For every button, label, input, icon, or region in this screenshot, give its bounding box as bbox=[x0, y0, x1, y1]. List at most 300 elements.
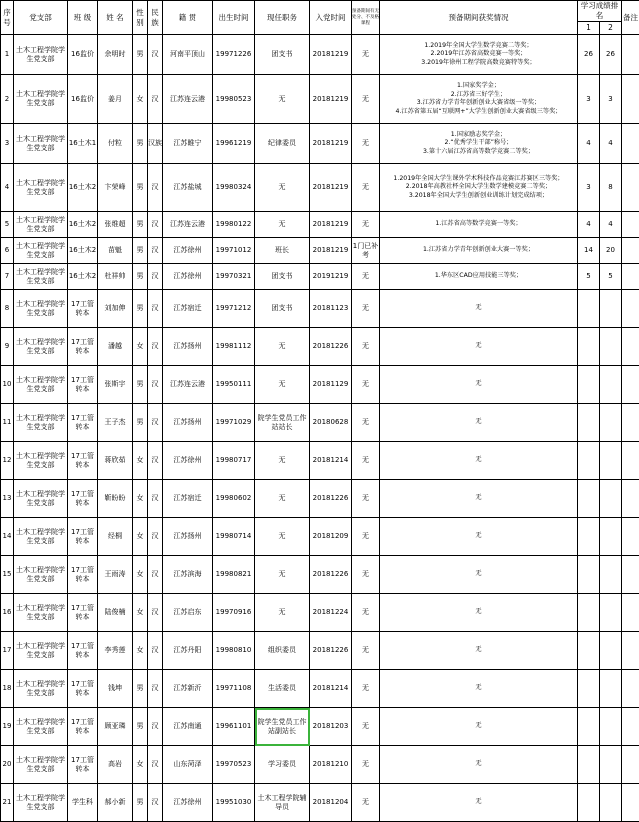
cell-join[interactable]: 20181209 bbox=[310, 518, 352, 556]
cell-branch[interactable]: 土木工程学院学生党支部 bbox=[14, 632, 68, 670]
cell-gender[interactable]: 男 bbox=[133, 164, 148, 212]
cell-origin[interactable]: 江苏滨海 bbox=[163, 556, 213, 594]
cell-rank-1[interactable]: 4 bbox=[578, 212, 600, 238]
cell-awards[interactable] bbox=[380, 442, 578, 480]
cell-class[interactable]: 17工管转本 bbox=[68, 670, 98, 708]
cell-seq[interactable]: 5 bbox=[1, 212, 14, 238]
cell-branch[interactable]: 土木工程学院学生党支部 bbox=[14, 366, 68, 404]
cell-position[interactable]: 无 bbox=[255, 75, 310, 124]
cell-note[interactable] bbox=[622, 75, 639, 124]
cell-rank-1[interactable]: 5 bbox=[578, 264, 600, 290]
cell-join[interactable]: 20181226 bbox=[310, 480, 352, 518]
cell-name[interactable]: 卞荣峰 bbox=[98, 164, 133, 212]
cell-gender[interactable]: 男 bbox=[133, 784, 148, 822]
cell-join[interactable]: 20181214 bbox=[310, 442, 352, 480]
cell-class[interactable]: 16监价 bbox=[68, 75, 98, 124]
cell-rank-2[interactable] bbox=[600, 328, 622, 366]
cell-rank-2[interactable]: 20 bbox=[600, 238, 622, 264]
cell-position[interactable]: 无 bbox=[255, 164, 310, 212]
cell-birth[interactable]: 19980523 bbox=[213, 75, 255, 124]
cell-disciplinary[interactable]: 无 bbox=[352, 75, 380, 124]
cell-rank-1[interactable] bbox=[578, 366, 600, 404]
cell-rank-2[interactable] bbox=[600, 442, 622, 480]
cell-gender[interactable]: 女 bbox=[133, 632, 148, 670]
cell-note[interactable] bbox=[622, 518, 639, 556]
cell-rank-2[interactable]: 3 bbox=[600, 75, 622, 124]
cell-birth[interactable]: 19950111 bbox=[213, 366, 255, 404]
cell-origin[interactable]: 江苏丹阳 bbox=[163, 632, 213, 670]
cell-seq[interactable]: 7 bbox=[1, 264, 14, 290]
cell-join[interactable]: 20181226 bbox=[310, 556, 352, 594]
cell-ethnic[interactable]: 汉 bbox=[148, 290, 163, 328]
cell-note[interactable] bbox=[622, 746, 639, 784]
cell-name[interactable]: 潘越 bbox=[98, 328, 133, 366]
cell-birth[interactable]: 19951030 bbox=[213, 784, 255, 822]
cell-class[interactable]: 17工管转本 bbox=[68, 366, 98, 404]
cell-ethnic[interactable]: 汉 bbox=[148, 746, 163, 784]
cell-note[interactable] bbox=[622, 238, 639, 264]
cell-note[interactable] bbox=[622, 212, 639, 238]
cell-ethnic[interactable]: 汉 bbox=[148, 264, 163, 290]
cell-branch[interactable]: 土木工程学院学生党支部 bbox=[14, 328, 68, 366]
cell-origin[interactable]: 江苏连云港 bbox=[163, 75, 213, 124]
cell-class[interactable]: 17工管转本 bbox=[68, 518, 98, 556]
cell-disciplinary[interactable]: 无 bbox=[352, 442, 380, 480]
cell-origin[interactable]: 江苏扬州 bbox=[163, 328, 213, 366]
cell-name[interactable]: 李秀莲 bbox=[98, 632, 133, 670]
cell-class[interactable]: 学生科 bbox=[68, 784, 98, 822]
cell-seq[interactable]: 15 bbox=[1, 556, 14, 594]
cell-join[interactable]: 20181129 bbox=[310, 366, 352, 404]
cell-branch[interactable]: 土木工程学院学生党支部 bbox=[14, 784, 68, 822]
cell-ethnic[interactable]: 汉 bbox=[148, 328, 163, 366]
cell-disciplinary[interactable]: 无 bbox=[352, 746, 380, 784]
cell-seq[interactable]: 3 bbox=[1, 124, 14, 164]
cell-position[interactable]: 院学生党员工作站副站长 bbox=[255, 708, 310, 746]
cell-name[interactable]: 陆俊楠 bbox=[98, 594, 133, 632]
cell-ethnic[interactable]: 汉 bbox=[148, 366, 163, 404]
cell-position[interactable]: 无 bbox=[255, 480, 310, 518]
cell-gender[interactable]: 女 bbox=[133, 75, 148, 124]
cell-disciplinary[interactable]: 无 bbox=[352, 212, 380, 238]
cell-gender[interactable]: 女 bbox=[133, 442, 148, 480]
cell-disciplinary[interactable]: 无 bbox=[352, 594, 380, 632]
cell-disciplinary[interactable]: 无 bbox=[352, 784, 380, 822]
cell-birth[interactable]: 19971212 bbox=[213, 290, 255, 328]
cell-name[interactable]: 顾亚璘 bbox=[98, 708, 133, 746]
cell-join[interactable]: 20181224 bbox=[310, 594, 352, 632]
cell-ethnic[interactable]: 汉 bbox=[148, 75, 163, 124]
cell-rank-2[interactable]: 8 bbox=[600, 164, 622, 212]
cell-rank-2[interactable] bbox=[600, 290, 622, 328]
cell-note[interactable] bbox=[622, 784, 639, 822]
cell-rank-1[interactable] bbox=[578, 556, 600, 594]
cell-birth[interactable]: 19970523 bbox=[213, 746, 255, 784]
cell-branch[interactable]: 土木工程学院学生党支部 bbox=[14, 442, 68, 480]
cell-disciplinary[interactable]: 无 bbox=[352, 264, 380, 290]
cell-awards[interactable] bbox=[380, 290, 578, 328]
cell-rank-2[interactable] bbox=[600, 708, 622, 746]
cell-seq[interactable]: 20 bbox=[1, 746, 14, 784]
cell-seq[interactable]: 16 bbox=[1, 594, 14, 632]
cell-ethnic[interactable]: 汉 bbox=[148, 404, 163, 442]
cell-position[interactable]: 团支书 bbox=[255, 290, 310, 328]
cell-origin[interactable]: 山东菏泽 bbox=[163, 746, 213, 784]
cell-awards[interactable] bbox=[380, 124, 578, 164]
cell-birth[interactable]: 19980122 bbox=[213, 212, 255, 238]
cell-ethnic[interactable]: 汉族 bbox=[148, 124, 163, 164]
cell-class[interactable]: 16土木2 bbox=[68, 212, 98, 238]
cell-branch[interactable]: 土木工程学院学生党支部 bbox=[14, 746, 68, 784]
cell-birth[interactable]: 19981112 bbox=[213, 328, 255, 366]
cell-rank-2[interactable] bbox=[600, 518, 622, 556]
cell-branch[interactable]: 土木工程学院学生党支部 bbox=[14, 124, 68, 164]
cell-disciplinary[interactable]: 无 bbox=[352, 670, 380, 708]
cell-birth[interactable]: 19980714 bbox=[213, 518, 255, 556]
cell-disciplinary[interactable]: 无 bbox=[352, 708, 380, 746]
cell-birth[interactable]: 19980324 bbox=[213, 164, 255, 212]
cell-class[interactable]: 16监价 bbox=[68, 35, 98, 75]
cell-birth[interactable]: 19971012 bbox=[213, 238, 255, 264]
cell-gender[interactable]: 女 bbox=[133, 556, 148, 594]
cell-join[interactable]: 20181214 bbox=[310, 670, 352, 708]
cell-rank-1[interactable] bbox=[578, 746, 600, 784]
cell-rank-1[interactable] bbox=[578, 708, 600, 746]
cell-seq[interactable]: 1 bbox=[1, 35, 14, 75]
cell-disciplinary[interactable]: 无 bbox=[352, 480, 380, 518]
cell-name[interactable]: 靳盼盼 bbox=[98, 480, 133, 518]
cell-name[interactable]: 张斯宇 bbox=[98, 366, 133, 404]
cell-join[interactable]: 20181219 bbox=[310, 212, 352, 238]
cell-note[interactable] bbox=[622, 124, 639, 164]
cell-disciplinary[interactable]: 无 bbox=[352, 328, 380, 366]
cell-note[interactable] bbox=[622, 164, 639, 212]
cell-rank-2[interactable] bbox=[600, 784, 622, 822]
cell-rank-2[interactable] bbox=[600, 594, 622, 632]
cell-awards[interactable] bbox=[380, 75, 578, 124]
cell-class[interactable]: 17工管转本 bbox=[68, 480, 98, 518]
cell-disciplinary[interactable]: 无 bbox=[352, 290, 380, 328]
cell-name[interactable]: 郝小新 bbox=[98, 784, 133, 822]
cell-position[interactable]: 纪律委员 bbox=[255, 124, 310, 164]
cell-gender[interactable]: 男 bbox=[133, 708, 148, 746]
cell-origin[interactable]: 江苏宿迁 bbox=[163, 290, 213, 328]
cell-birth[interactable]: 19980602 bbox=[213, 480, 255, 518]
cell-seq[interactable]: 8 bbox=[1, 290, 14, 328]
cell-awards[interactable] bbox=[380, 366, 578, 404]
cell-rank-1[interactable] bbox=[578, 328, 600, 366]
cell-join[interactable]: 20191219 bbox=[310, 264, 352, 290]
cell-branch[interactable]: 土木工程学院学生党支部 bbox=[14, 594, 68, 632]
cell-name[interactable]: 高岩 bbox=[98, 746, 133, 784]
cell-ethnic[interactable]: 汉 bbox=[148, 212, 163, 238]
cell-note[interactable] bbox=[622, 404, 639, 442]
cell-name[interactable]: 刘加伸 bbox=[98, 290, 133, 328]
cell-disciplinary[interactable]: 无 bbox=[352, 164, 380, 212]
cell-rank-1[interactable]: 4 bbox=[578, 124, 600, 164]
cell-position[interactable]: 无 bbox=[255, 594, 310, 632]
cell-rank-2[interactable]: 5 bbox=[600, 264, 622, 290]
cell-awards[interactable] bbox=[380, 328, 578, 366]
cell-position[interactable]: 团支书 bbox=[255, 264, 310, 290]
cell-disciplinary[interactable]: 无 bbox=[352, 632, 380, 670]
cell-rank-2[interactable] bbox=[600, 480, 622, 518]
cell-ethnic[interactable]: 汉 bbox=[148, 480, 163, 518]
cell-rank-1[interactable] bbox=[578, 670, 600, 708]
cell-name[interactable]: 余明时 bbox=[98, 35, 133, 75]
cell-branch[interactable]: 土木工程学院学生党支部 bbox=[14, 518, 68, 556]
cell-class[interactable]: 17工管转本 bbox=[68, 442, 98, 480]
cell-branch[interactable]: 土木工程学院学生党支部 bbox=[14, 238, 68, 264]
cell-branch[interactable]: 土木工程学院学生党支部 bbox=[14, 212, 68, 238]
cell-origin[interactable]: 江苏睢宁 bbox=[163, 124, 213, 164]
cell-rank-1[interactable] bbox=[578, 594, 600, 632]
cell-birth[interactable]: 19980810 bbox=[213, 632, 255, 670]
cell-birth[interactable]: 19961219 bbox=[213, 124, 255, 164]
cell-gender[interactable]: 男 bbox=[133, 124, 148, 164]
cell-origin[interactable]: 江苏启东 bbox=[163, 594, 213, 632]
cell-branch[interactable]: 土木工程学院学生党支部 bbox=[14, 164, 68, 212]
cell-seq[interactable]: 13 bbox=[1, 480, 14, 518]
cell-awards[interactable] bbox=[380, 35, 578, 75]
cell-origin[interactable]: 江苏盐城 bbox=[163, 164, 213, 212]
cell-seq[interactable]: 9 bbox=[1, 328, 14, 366]
cell-note[interactable] bbox=[622, 594, 639, 632]
cell-rank-2[interactable]: 4 bbox=[600, 124, 622, 164]
cell-position[interactable]: 土木工程学院辅导员 bbox=[255, 784, 310, 822]
cell-class[interactable]: 17工管转本 bbox=[68, 746, 98, 784]
cell-origin[interactable]: 江苏连云港 bbox=[163, 212, 213, 238]
cell-class[interactable]: 16土木2 bbox=[68, 164, 98, 212]
cell-awards[interactable] bbox=[380, 264, 578, 290]
cell-disciplinary[interactable]: 无 bbox=[352, 556, 380, 594]
cell-awards[interactable] bbox=[380, 518, 578, 556]
cell-ethnic[interactable]: 汉 bbox=[148, 238, 163, 264]
cell-branch[interactable]: 土木工程学院学生党支部 bbox=[14, 264, 68, 290]
cell-awards[interactable] bbox=[380, 594, 578, 632]
cell-class[interactable]: 17工管转本 bbox=[68, 556, 98, 594]
cell-awards[interactable] bbox=[380, 212, 578, 238]
cell-name[interactable]: 王子杰 bbox=[98, 404, 133, 442]
cell-birth[interactable]: 19980821 bbox=[213, 556, 255, 594]
cell-name[interactable]: 付粒 bbox=[98, 124, 133, 164]
cell-gender[interactable]: 女 bbox=[133, 594, 148, 632]
cell-origin[interactable]: 江苏新沂 bbox=[163, 670, 213, 708]
cell-rank-1[interactable]: 14 bbox=[578, 238, 600, 264]
cell-rank-2[interactable]: 26 bbox=[600, 35, 622, 75]
cell-note[interactable] bbox=[622, 442, 639, 480]
cell-awards[interactable] bbox=[380, 404, 578, 442]
cell-position[interactable]: 学习委员 bbox=[255, 746, 310, 784]
cell-note[interactable] bbox=[622, 328, 639, 366]
cell-position[interactable]: 组织委员 bbox=[255, 632, 310, 670]
cell-seq[interactable]: 10 bbox=[1, 366, 14, 404]
cell-name[interactable]: 姜月 bbox=[98, 75, 133, 124]
cell-rank-1[interactable] bbox=[578, 632, 600, 670]
cell-join[interactable]: 20181226 bbox=[310, 632, 352, 670]
cell-gender[interactable]: 女 bbox=[133, 328, 148, 366]
cell-rank-2[interactable] bbox=[600, 556, 622, 594]
cell-rank-2[interactable] bbox=[600, 404, 622, 442]
cell-birth[interactable]: 19961101 bbox=[213, 708, 255, 746]
cell-rank-2[interactable]: 4 bbox=[600, 212, 622, 238]
cell-gender[interactable]: 男 bbox=[133, 670, 148, 708]
cell-ethnic[interactable]: 汉 bbox=[148, 670, 163, 708]
cell-join[interactable]: 20180628 bbox=[310, 404, 352, 442]
cell-join[interactable]: 20181226 bbox=[310, 328, 352, 366]
cell-ethnic[interactable]: 汉 bbox=[148, 442, 163, 480]
cell-branch[interactable]: 土木工程学院学生党支部 bbox=[14, 708, 68, 746]
cell-note[interactable] bbox=[622, 264, 639, 290]
cell-birth[interactable]: 19980717 bbox=[213, 442, 255, 480]
cell-note[interactable] bbox=[622, 670, 639, 708]
cell-origin[interactable]: 江苏扬州 bbox=[163, 404, 213, 442]
cell-gender[interactable]: 男 bbox=[133, 366, 148, 404]
cell-gender[interactable]: 男 bbox=[133, 404, 148, 442]
cell-position[interactable]: 无 bbox=[255, 556, 310, 594]
cell-ethnic[interactable]: 汉 bbox=[148, 594, 163, 632]
cell-branch[interactable]: 土木工程学院学生党支部 bbox=[14, 670, 68, 708]
cell-class[interactable]: 17工管转本 bbox=[68, 594, 98, 632]
cell-rank-1[interactable]: 3 bbox=[578, 164, 600, 212]
cell-position[interactable]: 无 bbox=[255, 518, 310, 556]
cell-join[interactable]: 20181219 bbox=[310, 75, 352, 124]
cell-seq[interactable]: 19 bbox=[1, 708, 14, 746]
cell-ethnic[interactable]: 汉 bbox=[148, 632, 163, 670]
cell-note[interactable] bbox=[622, 35, 639, 75]
cell-class[interactable]: 17工管转本 bbox=[68, 290, 98, 328]
cell-ethnic[interactable]: 汉 bbox=[148, 518, 163, 556]
cell-awards[interactable] bbox=[380, 480, 578, 518]
cell-origin[interactable]: 江苏扬州 bbox=[163, 518, 213, 556]
cell-awards[interactable] bbox=[380, 164, 578, 212]
cell-gender[interactable]: 男 bbox=[133, 35, 148, 75]
cell-name[interactable]: 王雨涛 bbox=[98, 556, 133, 594]
cell-note[interactable] bbox=[622, 290, 639, 328]
cell-join[interactable]: 20181219 bbox=[310, 35, 352, 75]
cell-branch[interactable]: 土木工程学院学生党支部 bbox=[14, 35, 68, 75]
cell-position[interactable]: 生活委员 bbox=[255, 670, 310, 708]
cell-gender[interactable]: 男 bbox=[133, 212, 148, 238]
cell-seq[interactable]: 2 bbox=[1, 75, 14, 124]
cell-rank-2[interactable] bbox=[600, 746, 622, 784]
cell-gender[interactable]: 女 bbox=[133, 480, 148, 518]
cell-origin[interactable]: 江苏徐州 bbox=[163, 442, 213, 480]
cell-gender[interactable]: 男 bbox=[133, 238, 148, 264]
cell-branch[interactable]: 土木工程学院学生党支部 bbox=[14, 480, 68, 518]
cell-seq[interactable]: 6 bbox=[1, 238, 14, 264]
cell-ethnic[interactable]: 汉 bbox=[148, 35, 163, 75]
cell-class[interactable]: 17工管转本 bbox=[68, 632, 98, 670]
cell-disciplinary[interactable]: 无 bbox=[352, 404, 380, 442]
cell-rank-1[interactable] bbox=[578, 404, 600, 442]
cell-note[interactable] bbox=[622, 708, 639, 746]
cell-seq[interactable]: 18 bbox=[1, 670, 14, 708]
cell-class[interactable]: 17工管转本 bbox=[68, 328, 98, 366]
cell-position[interactable]: 团支书 bbox=[255, 35, 310, 75]
cell-branch[interactable]: 土木工程学院学生党支部 bbox=[14, 556, 68, 594]
cell-class[interactable]: 16土木1 bbox=[68, 124, 98, 164]
cell-name[interactable]: 钱坤 bbox=[98, 670, 133, 708]
cell-origin[interactable]: 江苏南通 bbox=[163, 708, 213, 746]
cell-branch[interactable]: 土木工程学院学生党支部 bbox=[14, 75, 68, 124]
cell-class[interactable]: 16土木2 bbox=[68, 238, 98, 264]
cell-ethnic[interactable]: 汉 bbox=[148, 556, 163, 594]
cell-ethnic[interactable]: 汉 bbox=[148, 784, 163, 822]
cell-awards[interactable] bbox=[380, 746, 578, 784]
cell-gender[interactable]: 男 bbox=[133, 290, 148, 328]
cell-rank-1[interactable] bbox=[578, 518, 600, 556]
cell-join[interactable]: 20181219 bbox=[310, 164, 352, 212]
cell-class[interactable]: 17工管转本 bbox=[68, 708, 98, 746]
cell-name[interactable]: 张维超 bbox=[98, 212, 133, 238]
cell-join[interactable]: 20181219 bbox=[310, 238, 352, 264]
cell-origin[interactable]: 江苏徐州 bbox=[163, 238, 213, 264]
cell-position[interactable]: 无 bbox=[255, 212, 310, 238]
cell-rank-2[interactable] bbox=[600, 632, 622, 670]
cell-disciplinary[interactable]: 无 bbox=[352, 124, 380, 164]
cell-branch[interactable]: 土木工程学院学生党支部 bbox=[14, 404, 68, 442]
cell-name[interactable]: 苗魁 bbox=[98, 238, 133, 264]
cell-name[interactable]: 杜祥帅 bbox=[98, 264, 133, 290]
cell-branch[interactable]: 土木工程学院学生党支部 bbox=[14, 290, 68, 328]
cell-rank-2[interactable] bbox=[600, 366, 622, 404]
cell-disciplinary[interactable]: 无 bbox=[352, 366, 380, 404]
cell-origin[interactable]: 河南平顶山 bbox=[163, 35, 213, 75]
cell-gender[interactable]: 男 bbox=[133, 264, 148, 290]
cell-birth[interactable]: 19970916 bbox=[213, 594, 255, 632]
cell-join[interactable]: 20181219 bbox=[310, 124, 352, 164]
cell-origin[interactable]: 江苏连云港 bbox=[163, 366, 213, 404]
cell-gender[interactable]: 女 bbox=[133, 518, 148, 556]
cell-join[interactable]: 20181204 bbox=[310, 784, 352, 822]
cell-name[interactable]: 蒋欣茹 bbox=[98, 442, 133, 480]
cell-origin[interactable]: 江苏徐州 bbox=[163, 784, 213, 822]
cell-rank-1[interactable]: 26 bbox=[578, 35, 600, 75]
cell-seq[interactable]: 12 bbox=[1, 442, 14, 480]
cell-note[interactable] bbox=[622, 480, 639, 518]
cell-join[interactable]: 20181123 bbox=[310, 290, 352, 328]
cell-birth[interactable]: 19971029 bbox=[213, 404, 255, 442]
cell-rank-1[interactable]: 3 bbox=[578, 75, 600, 124]
cell-birth[interactable]: 19970321 bbox=[213, 264, 255, 290]
cell-seq[interactable]: 4 bbox=[1, 164, 14, 212]
cell-seq[interactable]: 21 bbox=[1, 784, 14, 822]
cell-origin[interactable]: 江苏宿迁 bbox=[163, 480, 213, 518]
cell-join[interactable]: 20181210 bbox=[310, 746, 352, 784]
cell-birth[interactable]: 19971108 bbox=[213, 670, 255, 708]
cell-note[interactable] bbox=[622, 556, 639, 594]
cell-birth[interactable]: 19971226 bbox=[213, 35, 255, 75]
cell-seq[interactable]: 17 bbox=[1, 632, 14, 670]
cell-awards[interactable] bbox=[380, 784, 578, 822]
cell-position[interactable]: 无 bbox=[255, 366, 310, 404]
cell-seq[interactable]: 11 bbox=[1, 404, 14, 442]
cell-seq[interactable]: 14 bbox=[1, 518, 14, 556]
cell-disciplinary[interactable]: 1门已补考 bbox=[352, 238, 380, 264]
cell-awards[interactable] bbox=[380, 708, 578, 746]
cell-gender[interactable]: 女 bbox=[133, 746, 148, 784]
cell-disciplinary[interactable]: 无 bbox=[352, 35, 380, 75]
cell-rank-2[interactable] bbox=[600, 670, 622, 708]
cell-position[interactable]: 无 bbox=[255, 442, 310, 480]
cell-note[interactable] bbox=[622, 366, 639, 404]
cell-position[interactable]: 无 bbox=[255, 328, 310, 366]
cell-name[interactable]: 经桐 bbox=[98, 518, 133, 556]
cell-rank-1[interactable] bbox=[578, 480, 600, 518]
cell-awards[interactable] bbox=[380, 556, 578, 594]
cell-rank-1[interactable] bbox=[578, 784, 600, 822]
